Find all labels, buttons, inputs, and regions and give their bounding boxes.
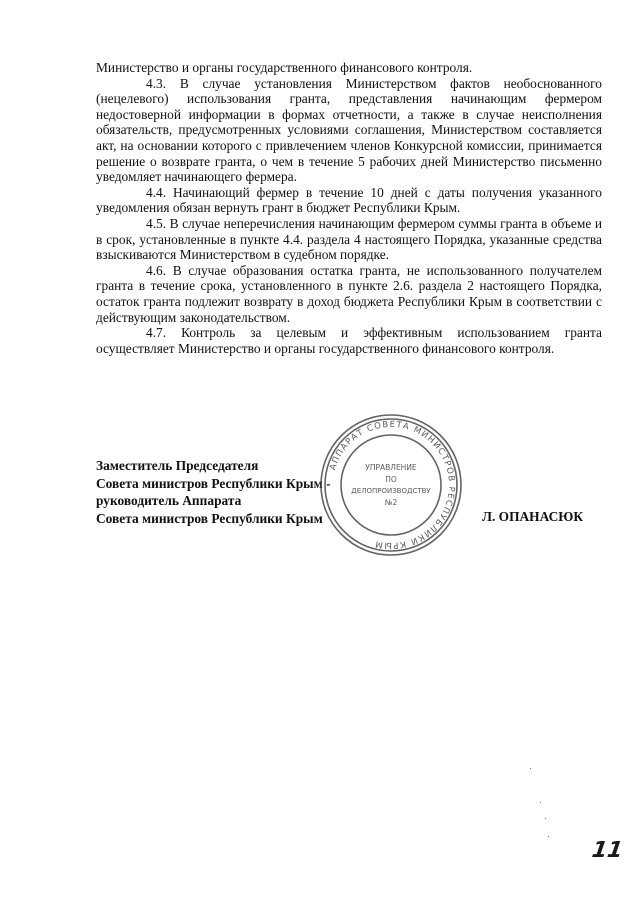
paragraph-4-4: 4.4. Начинающий фермер в течение 10 дней с даты получения указанного уведомления обязан вернуть грант в бюджет Республики Крым. (96, 184, 602, 216)
paragraph-4-6: 4.6. В случае образования остатка гранта, не использованного получателем гранта в течение срока, установленного в пункте 2.6. раздела 2 настоящего Порядка, остаток гранта подлежит возврату в доход бюджета Республики Крым в соответствии с действующим законодательством. (96, 262, 602, 325)
paragraph-continuation: Министерство и органы государственного финансового контроля. (96, 60, 473, 75)
document-body (96, 60, 602, 356)
signature-title-line-2: Совета министров Республики Крым - (96, 475, 331, 491)
stamp-ring-text: АППАРАТ СОВЕТА МИНИСТРОВ РЕСПУБЛИКИ КРЫМ (328, 419, 457, 551)
scan-speck (548, 836, 549, 837)
paragraph-4-7: 4.7. Контроль за целевым и эффективным использованием гранта осуществляет Министерство и органы государственного финансового контроля. (96, 325, 602, 356)
stamp-line-3: ДЕЛОПРОИЗВОДСТВУ (351, 487, 431, 495)
paragraph-4-3: 4.3. В случае установления Министерством фактов необоснованного (нецелевого) использования гранта, представления начинающим фермером недостоверной информации в формах отчетности, а также в случае неисполнения обязательств, предусмотренных условиями соглашения, Министерством составляется акт, на основании которого с привлечением членов Конкурсной комиссии, принимается решение о возврате гранта, о чем в течение 5 рабочих дней Министерство письменно уведомляет начинающего фермера. (96, 75, 602, 185)
stamp-line-1: УПРАВЛЕНИЕ (365, 463, 417, 472)
paragraph-4-5: 4.5. В случае неперечисления начинающим фермером суммы гранта в объеме и в срок, установленные в пункте 4.4. раздела 4 настоящего Порядка, указанные средства взыскиваются Министерством в судебном порядке. (96, 215, 602, 263)
scan-speck (545, 818, 546, 819)
page-number: 11 (590, 838, 625, 863)
stamp-line-4: №2 (384, 498, 398, 507)
signatory-name: Л. ОПАНАСЮК (482, 509, 584, 524)
scan-speck (540, 802, 541, 803)
signature-title-line-4: Совета министров Республики Крым (96, 510, 323, 526)
official-stamp (318, 412, 464, 558)
signature-title-line-3: руководитель Аппарата (96, 493, 242, 508)
signature-title-line-1: Заместитель Председателя (96, 458, 259, 473)
stamp-line-2: ПО (385, 475, 397, 484)
scan-speck (530, 768, 531, 769)
